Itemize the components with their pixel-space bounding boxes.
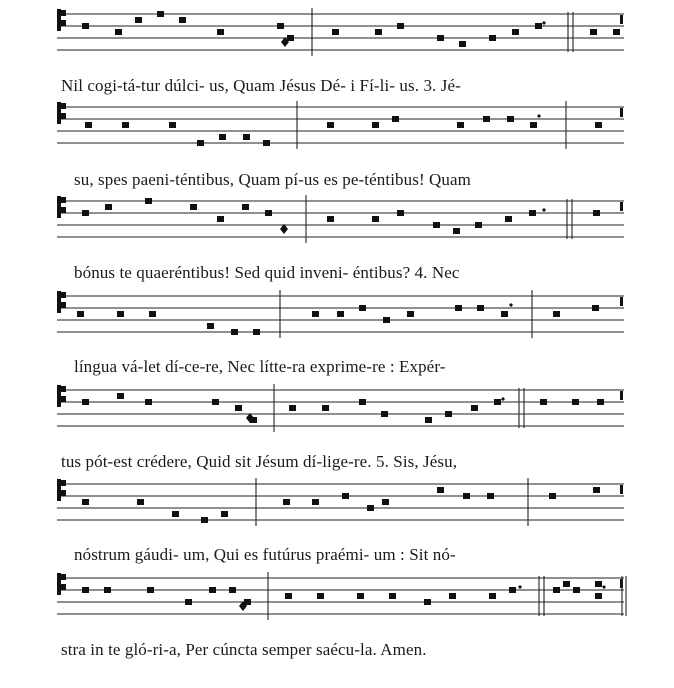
neume-note: [593, 210, 600, 216]
neume-note: [229, 587, 236, 593]
neume-note: [190, 204, 197, 210]
neume-note: [381, 411, 388, 417]
neume-note: [433, 222, 440, 228]
neume-note: [172, 511, 179, 517]
neume-note: [235, 405, 242, 411]
neume-note: [82, 23, 89, 29]
clef-icon: [60, 302, 66, 308]
neume-note: [253, 329, 260, 335]
neume-note: [169, 122, 176, 128]
neume-note: [494, 399, 501, 405]
neume-note: [449, 593, 456, 599]
neume-note: [593, 487, 600, 493]
neume-note: [382, 499, 389, 505]
neume-note: [383, 317, 390, 323]
neume-note: [457, 122, 464, 128]
neume-note: [572, 399, 579, 405]
neume-note: [424, 599, 431, 605]
neume-note: [529, 210, 536, 216]
neume-note: [179, 17, 186, 23]
lyric-line-3: bónus te quaeréntibus! Sed quid inveni- éntibus? 4. Nec: [74, 263, 460, 282]
neume-note: [317, 593, 324, 599]
lyric-line-2: su, spes paeni-téntibus, Quam pí-us es pe-téntibus! Quam: [74, 170, 471, 189]
mora-dot: [542, 208, 545, 211]
custos-icon: [620, 15, 623, 24]
clef-icon: [60, 113, 66, 119]
neume-note: [407, 311, 414, 317]
neume-note: [277, 23, 284, 29]
neume-note: [283, 499, 290, 505]
neume-note: [573, 587, 580, 593]
neume-note: [231, 329, 238, 335]
neume-note: [512, 29, 519, 35]
neume-note: [221, 511, 228, 517]
neume-note: [117, 311, 124, 317]
neume-note: [82, 210, 89, 216]
neume-note: [145, 198, 152, 204]
neume-note: [312, 311, 319, 317]
neume-note: [82, 587, 89, 593]
clef-icon: [60, 480, 66, 486]
neume-note: [137, 499, 144, 505]
neume-note: [597, 399, 604, 405]
neume-note: [372, 216, 379, 222]
neume-note: [595, 122, 602, 128]
lyric-line-5: tus pót-est crédere, Quid sit Jésum dí-lige-re. 5. Sis, Jésu,: [61, 452, 458, 471]
neume-note: [372, 122, 379, 128]
neume-note: [475, 222, 482, 228]
custos-icon: [620, 297, 623, 306]
neume-note: [212, 399, 219, 405]
custos-icon: [620, 108, 623, 117]
neume-note: [590, 29, 597, 35]
neume-note: [135, 17, 142, 23]
neume-note: [145, 399, 152, 405]
lyric-line-6: nóstrum gáudi- um, Qui es futúrus praémi- um : Sit nó-: [74, 545, 456, 564]
neume-note: [149, 311, 156, 317]
neume-note: [201, 517, 208, 523]
clef-icon: [60, 584, 66, 590]
clef-icon: [60, 197, 66, 203]
neume-note: [507, 116, 514, 122]
neume-note: [592, 305, 599, 311]
neume-note: [563, 581, 570, 587]
neume-note: [122, 122, 129, 128]
neume-note: [530, 122, 537, 128]
neume-note: [509, 587, 516, 593]
clef-icon: [60, 207, 66, 213]
neume-note: [487, 493, 494, 499]
neume-note: [147, 587, 154, 593]
neume-note: [359, 399, 366, 405]
neume-note: [82, 399, 89, 405]
neume-note: [263, 140, 270, 146]
neume-note: [483, 116, 490, 122]
neume-note: [397, 210, 404, 216]
mora-dot: [542, 21, 545, 24]
neume-note: [489, 593, 496, 599]
neume-note: [553, 311, 560, 317]
mora-dot: [518, 585, 521, 588]
neume-note: [463, 493, 470, 499]
neume-note: [535, 23, 542, 29]
mora-dot: [602, 585, 605, 588]
neume-note: [287, 35, 294, 41]
neume-note: [337, 311, 344, 317]
neume-note: [549, 493, 556, 499]
neume-note: [489, 35, 496, 41]
clef-icon: [60, 386, 66, 392]
neume-note: [197, 140, 204, 146]
custos-icon: [620, 391, 623, 400]
neume-note: [437, 487, 444, 493]
neume-note: [157, 11, 164, 17]
neume-note: [357, 593, 364, 599]
neume-note: [392, 116, 399, 122]
neume-note: [82, 499, 89, 505]
neume-note: [77, 311, 84, 317]
neume-note: [425, 417, 432, 423]
neume-note: [265, 210, 272, 216]
neume-note: [327, 216, 334, 222]
neume-note: [85, 122, 92, 128]
mora-dot: [501, 397, 504, 400]
neume-note: [367, 505, 374, 511]
neume-note: [185, 599, 192, 605]
custos-icon: [620, 202, 623, 211]
lyric-line-1: Nil cogi-tá-tur dúlci- us, Quam Jésus Dé- i Fí-li- us. 3. Jé-: [61, 76, 461, 95]
neume-note: [453, 228, 460, 234]
neume-note: [104, 587, 111, 593]
neume-note: [285, 593, 292, 599]
neume-note: [332, 29, 339, 35]
clef-icon: [60, 490, 66, 496]
neume-note: [242, 204, 249, 210]
neume-note: [342, 493, 349, 499]
clef-icon: [60, 574, 66, 580]
neume-note: [115, 29, 122, 35]
neume-note: [437, 35, 444, 41]
neume-note: [455, 305, 462, 311]
clef-icon: [60, 20, 66, 26]
neume-note: [312, 499, 319, 505]
neume-note: [243, 134, 250, 140]
neume-note: [105, 204, 112, 210]
neume-note: [375, 29, 382, 35]
neume-note: [540, 399, 547, 405]
neume-note: [459, 41, 466, 47]
neume-note: [219, 134, 226, 140]
clef-icon: [60, 292, 66, 298]
custos-icon: [620, 485, 623, 494]
neume-note: [389, 593, 396, 599]
neume-note: [477, 305, 484, 311]
neume-note: [445, 411, 452, 417]
neume-note: [207, 323, 214, 329]
neume-note: [217, 29, 224, 35]
mora-dot: [537, 114, 540, 117]
neume-note: [553, 587, 560, 593]
neume-note: [117, 393, 124, 399]
neume-note: [397, 23, 404, 29]
neume-note: [209, 587, 216, 593]
neume-note: [471, 405, 478, 411]
neume-note: [595, 581, 602, 587]
neume-note: [505, 216, 512, 222]
neume-note: [289, 405, 296, 411]
clef-icon: [60, 103, 66, 109]
clef-icon: [60, 396, 66, 402]
lyric-line-7: stra in te gló-ri-a, Per cúncta semper saécu-la. Amen.: [61, 640, 427, 659]
neume-note: [595, 593, 602, 599]
neume-note: [613, 29, 620, 35]
neume-note: [327, 122, 334, 128]
neume-note: [359, 305, 366, 311]
clef-icon: [60, 10, 66, 16]
neume-note: [217, 216, 224, 222]
mora-dot: [509, 303, 512, 306]
neume-note: [501, 311, 508, 317]
lyric-line-4: língua vá-let dí-ce-re, Nec lítte-ra exprime-re : Expér-: [74, 357, 446, 376]
neume-note: [322, 405, 329, 411]
